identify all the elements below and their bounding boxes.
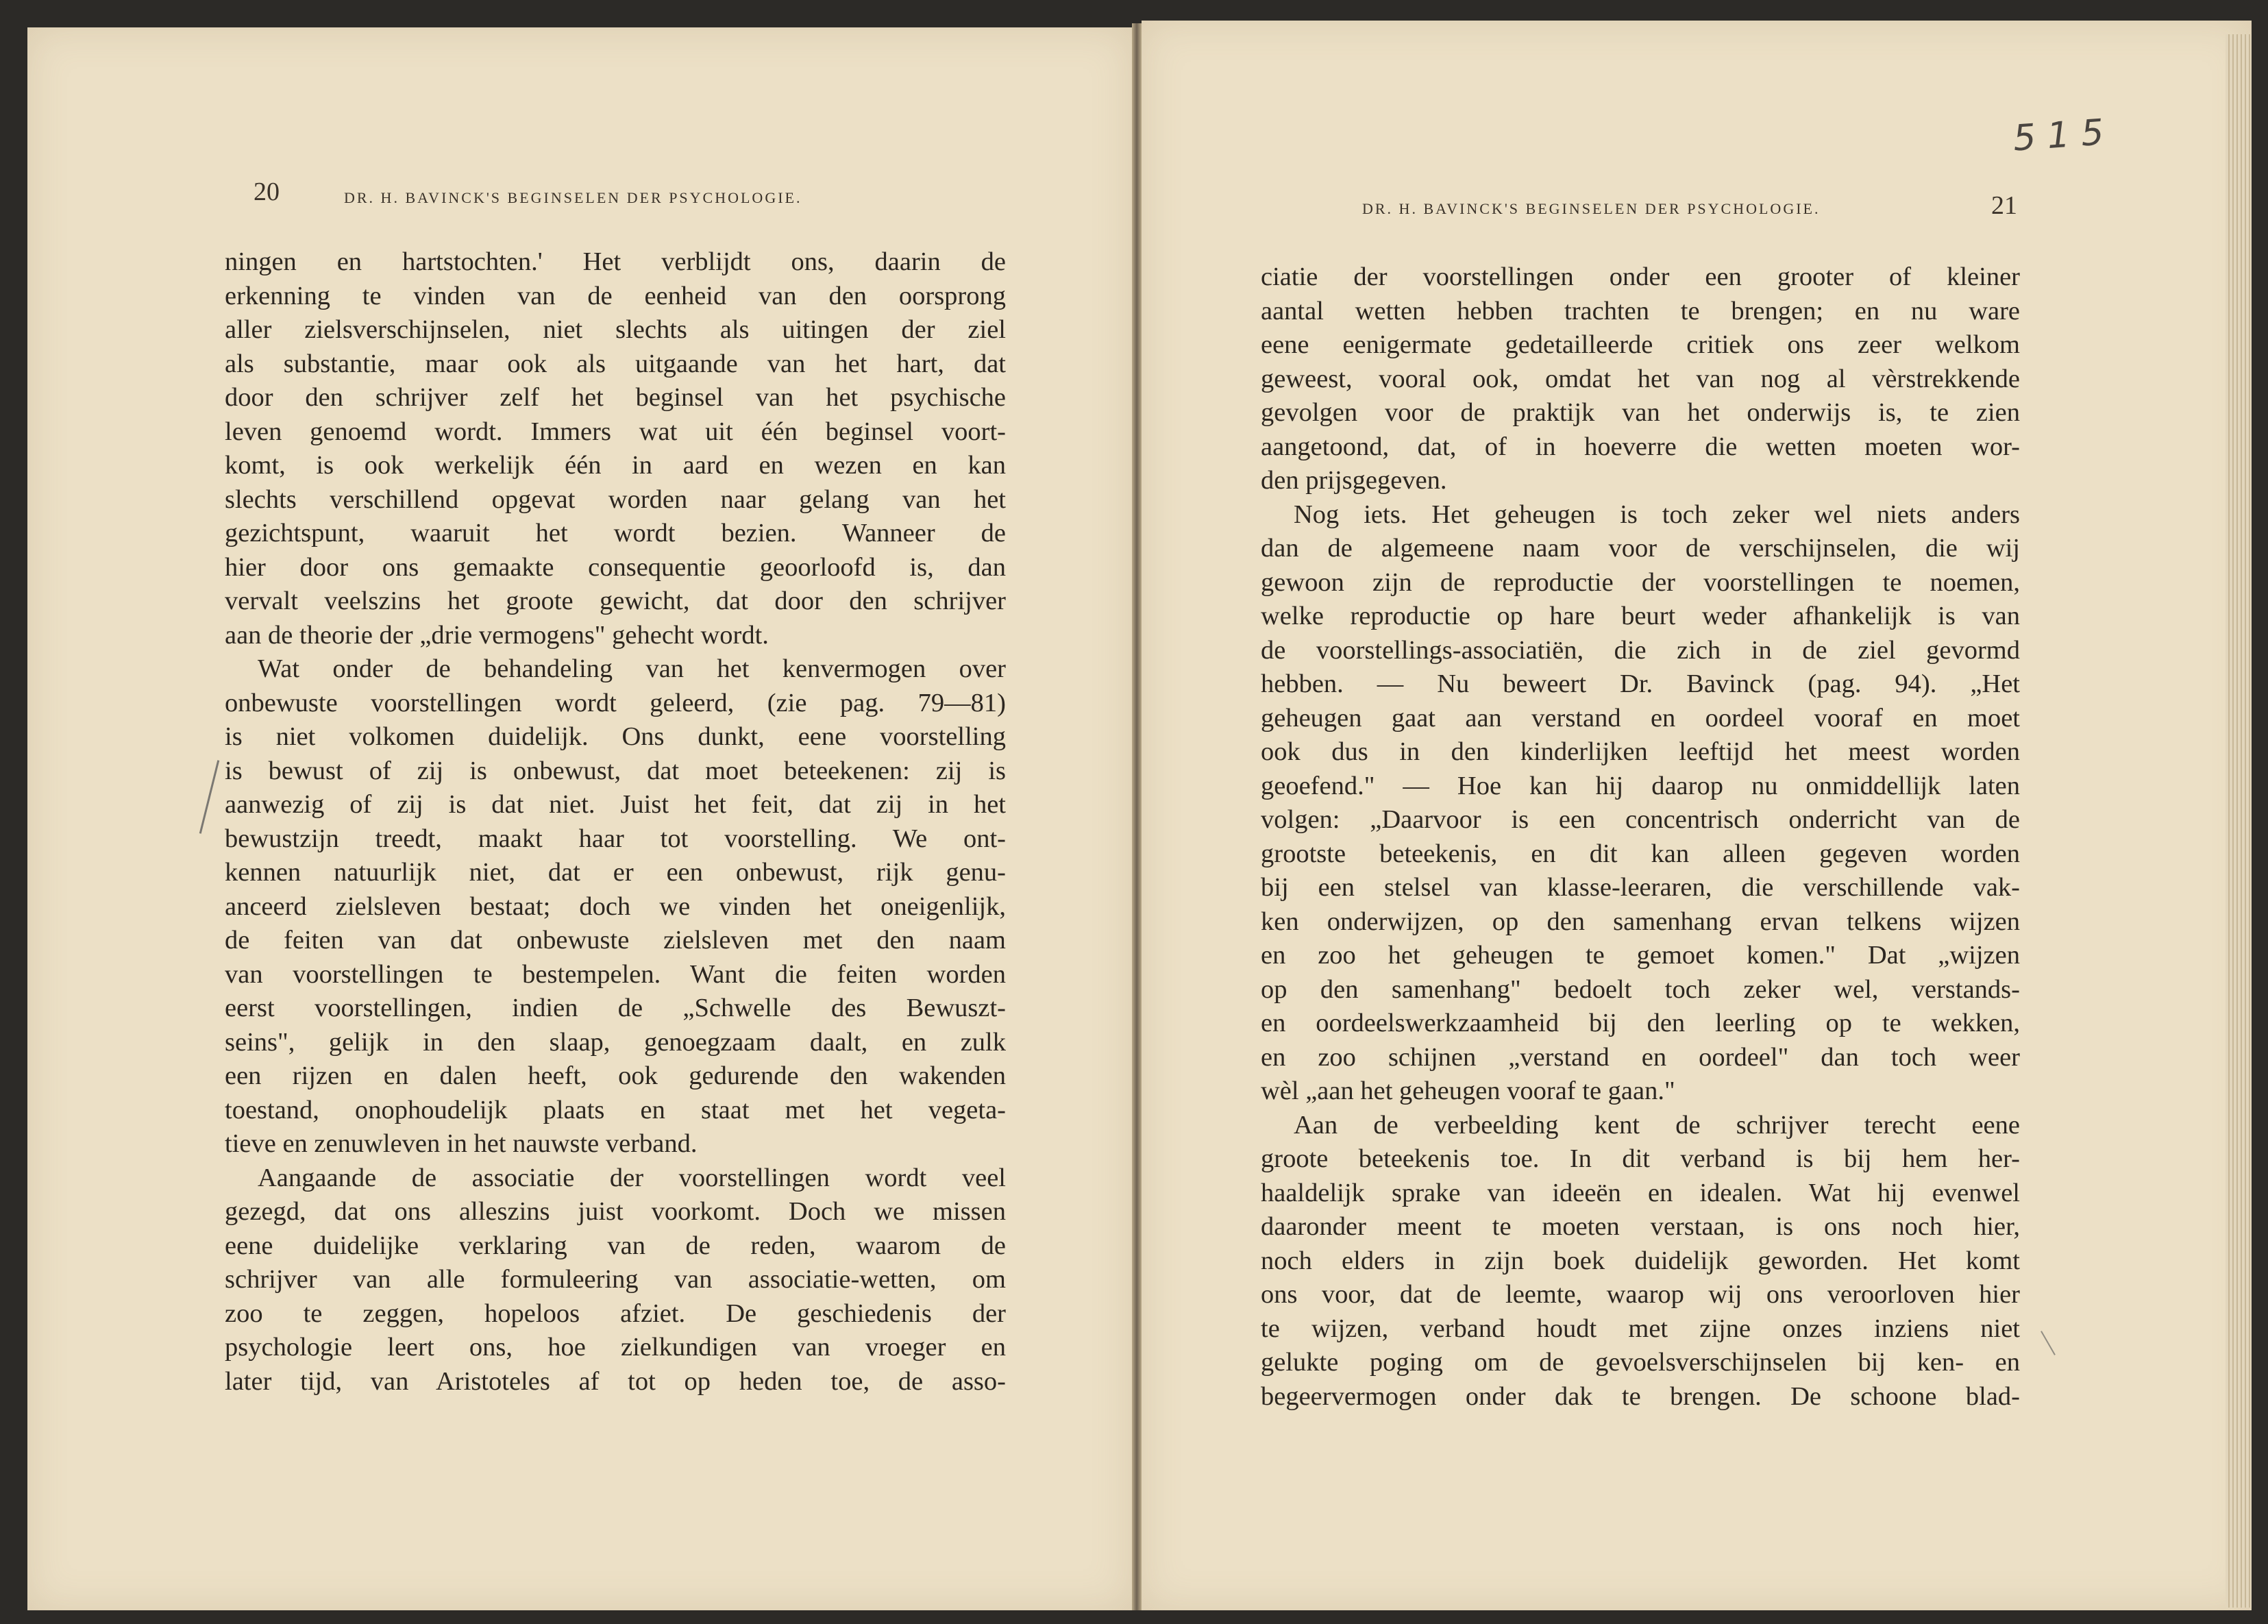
text-line: en zoo schijnen „verstand en oordeel" dan toch weer: [1261, 1042, 2020, 1072]
left-page-body: [225, 245, 1006, 1399]
text-line: ciatie der voorstellingen onder een grooter of kleiner: [1261, 262, 2020, 291]
text-line: geheugen gaat aan verstand en oordeel vooraf en moet: [1261, 703, 2020, 733]
text-line: anceerd zielsleven bestaat; doch we vinden het oneigenlijk,: [225, 891, 1006, 921]
right-running-head: DR. H. BAVINCK'S BEGINSELEN DER PSYCHOLOGIE.: [1362, 200, 1821, 217]
text-line: toestand, onophoudelijk plaats en staat met het vegeta-: [225, 1095, 1006, 1124]
text-line: noch elders in zijn boek duidelijk geworden. Het komt: [1261, 1246, 2020, 1275]
text-line: geoefend." — Hoe kan hij daarop nu onmiddellijk laten: [1261, 771, 2020, 800]
text-line: daaronder meent te moeten verstaan, is ons noch hier,: [1261, 1212, 2020, 1241]
text-line: hier door ons gemaakte consequentie geoorloofd is, dan: [225, 552, 1006, 582]
text-line: te wijzen, verband houdt met zijne onzes inziens niet: [1261, 1314, 2020, 1343]
text-line: de voorstellings-associatiën, die zich in de ziel gevormd: [1261, 635, 2020, 665]
text-line: eerst voorstellingen, indien de „Schwelle des Bewuszt-: [225, 994, 1006, 1022]
text-line: onbewuste voorstellingen wordt geleerd, (zie pag. 79—81): [225, 688, 1006, 717]
text-line: is bewust of zij is onbewust, dat moet beteekenen: zij is: [225, 756, 1006, 785]
text-line: begeervermogen onder dak te brengen. De schoone blad-: [1261, 1381, 2020, 1411]
text-line: door den schrijver zelf het beginsel van het psychische: [225, 383, 1006, 412]
book-gutter: [1132, 23, 1142, 1610]
text-line: ook dus in den kinderlijken leeftijd het meest worden: [1261, 737, 2020, 766]
text-line: aantal wetten hebben trachten te brengen; en nu ware: [1261, 296, 2020, 325]
text-line: is niet volkomen duidelijk. Ons dunkt, eene voorstelling: [225, 722, 1006, 751]
pencil-annotation: 5 1 5: [2012, 112, 2106, 160]
right-page-body: [1261, 260, 2020, 1414]
text-line: ken onderwijzen, op den samenhang ervan telkens wijzen: [1261, 907, 2020, 936]
text-line: eene duidelijke verklaring van de reden, waarom de: [225, 1231, 1006, 1260]
text-line: aller zielsverschijnselen, niet slechts als uitingen der ziel: [225, 315, 1006, 344]
text-line: haaldelijk sprake van ideeën en idealen. Wat hij evenwel: [1261, 1178, 2020, 1207]
text-line: geweest, vooral ook, omdat het van nog al vèrstrekkende: [1261, 364, 2020, 393]
right-page-number: 21: [1991, 191, 2017, 220]
text-line: Aangaande de associatie der voorstellingen wordt veel: [258, 1163, 1006, 1192]
text-line: en oordeelswerkzaamheid bij den leerling op te wekken,: [1261, 1009, 2020, 1037]
text-line: aanwezig of zij is dat niet. Juist het feit, dat zij in het: [225, 790, 1006, 819]
text-line: Nog iets. Het geheugen is toch zeker wel niets anders: [1294, 500, 2020, 529]
text-line: erkenning te vinden van de eenheid van den oorsprong: [225, 281, 1006, 310]
text-line: aangetoond, dat, of in hoeverre die wetten moeten wor-: [1261, 432, 2020, 461]
text-line: ons voor, dat de leemte, waarop wij ons veroorloven hier: [1261, 1280, 2020, 1309]
text-line: psychologie leert ons, hoe zielkundigen van vroeger en: [225, 1333, 1006, 1362]
text-line: komt, is ook werkelijk één in aard en wezen en kan: [225, 451, 1006, 480]
text-line: schrijver van alle formuleering van associatie-wetten, om: [225, 1265, 1006, 1294]
text-line: seins", gelijk in den slaap, genoegzaam daalt, en zulk: [225, 1027, 1006, 1057]
text-line: bij een stelsel van klasse-leeraren, die verschillende vak-: [1261, 873, 2020, 902]
text-line: zoo te zeggen, hopeloos afziet. De geschiedenis der: [225, 1299, 1006, 1328]
text-line: gezichtspunt, waaruit het wordt bezien. Wanneer de: [225, 519, 1006, 548]
text-line: wèl „aan het geheugen vooraf te gaan.": [1261, 1076, 1675, 1105]
text-line: slechts verschillend opgevat worden naar gelang van het: [225, 484, 1006, 514]
text-line: de feiten van dat onbewuste zielsleven met den naam: [225, 926, 1006, 955]
text-line: den prijsgegeven.: [1261, 466, 1447, 495]
text-line: op den samenhang" bedoelt toch zeker wel, verstands-: [1261, 974, 2020, 1004]
left-running-head: DR. H. BAVINCK'S BEGINSELEN DER PSYCHOLOGIE.: [344, 189, 802, 206]
text-line: van voorstellingen te bestempelen. Want die feiten worden: [225, 959, 1006, 989]
text-line: tieve en zenuwleven in het nauwste verband.: [225, 1129, 698, 1158]
text-line: grootste beteekenis, en dit kan alleen gegeven worden: [1261, 839, 2020, 868]
text-line: aan de theorie der „drie vermogens" gehecht wordt.: [225, 620, 769, 650]
text-line: later tijd, van Aristoteles af tot op heden toe, de asso-: [225, 1366, 1006, 1396]
text-line: een rijzen en dalen heeft, ook gedurende den wakenden: [225, 1061, 1006, 1090]
text-line: welke reproductie op hare beurt weder afhankelijk is van: [1261, 602, 2020, 630]
text-line: volgen: „Daarvoor is een concentrisch onderricht van de: [1261, 805, 2020, 834]
text-line: bewustzijn treedt, maakt haar tot voorstelling. We ont-: [225, 824, 1006, 853]
text-line: Aan de verbeelding kent de schrijver terecht eene: [1294, 1110, 2020, 1140]
text-line: ningen en hartstochten.' Het verblijdt ons, daarin de: [225, 247, 1006, 276]
text-line: eene eenigermate gedetailleerde critiek ons zeer welkom: [1261, 330, 2020, 359]
text-line: hebben. — Nu beweert Dr. Bavinck (pag. 94). „Het: [1261, 669, 2020, 698]
text-line: vervalt veelszins het groote gewicht, dat door den schrijver: [225, 587, 1006, 615]
left-page-number: 20: [254, 177, 280, 206]
text-line: Wat onder de behandeling van het kenvermogen over: [258, 654, 1006, 683]
text-line: gezegd, dat ons alleszins juist voorkomt. Doch we missen: [225, 1197, 1006, 1226]
page-edges: [2226, 34, 2252, 1608]
text-line: groote beteekenis toe. In dit verband is bij hem her-: [1261, 1144, 2020, 1173]
text-line: gewoon zijn de reproductie der voorstellingen te noemen,: [1261, 567, 2020, 597]
text-line: dan de algemeene naam voor de verschijnselen, die wij: [1261, 534, 2020, 563]
text-line: gevolgen voor de praktijk van het onderwijs is, te zien: [1261, 398, 2020, 427]
text-line: gelukte poging om de gevoelsverschijnselen bij ken- en: [1261, 1348, 2020, 1377]
text-line: kennen natuurlijk niet, dat er een onbewust, rijk genu-: [225, 858, 1006, 887]
text-line: leven genoemd wordt. Immers wat uit één beginsel voort-: [225, 417, 1006, 446]
text-line: en zoo het geheugen te gemoet komen." Dat „wijzen: [1261, 941, 2020, 970]
text-line: als substantie, maar ook als uitgaande van het hart, dat: [225, 349, 1006, 378]
